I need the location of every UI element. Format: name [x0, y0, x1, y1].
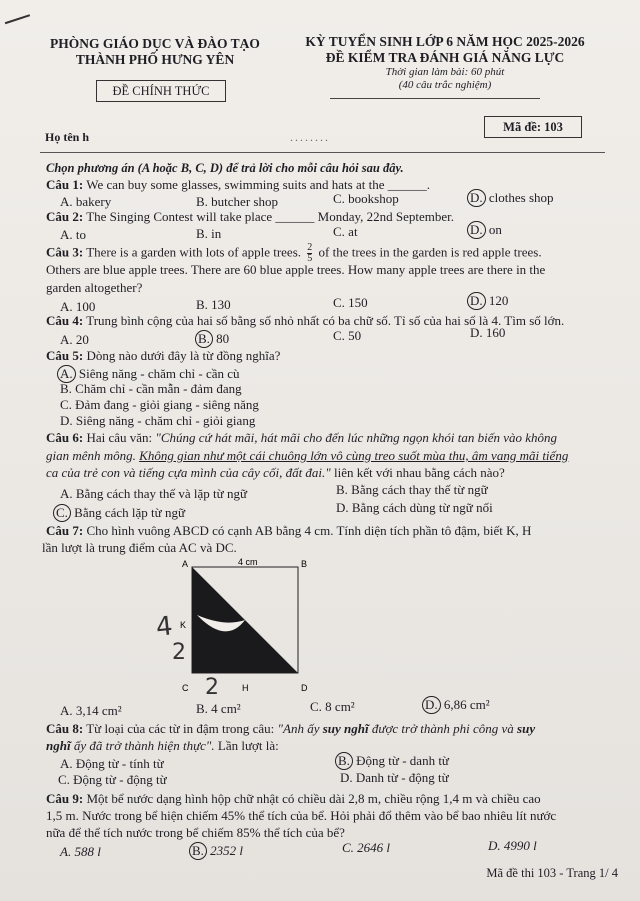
q9-option-b: B. 2352 l: [192, 842, 243, 860]
square-figure: [170, 555, 320, 697]
q6-option-b: B. Bằng cách thay thế từ ngữ: [336, 482, 488, 497]
label-d: D: [301, 683, 308, 693]
q8-option-a: A. Động từ - tính từ: [60, 756, 164, 771]
question-number: Câu 9:: [46, 791, 84, 806]
question-8: Câu 8: Từ loại của các từ in đậm trong câu: "Anh ấy suy nghĩ được trở thành phi công và suy: [46, 721, 536, 736]
exam-time: Thời gian làm bài: 60 phút: [385, 66, 505, 78]
exam-header: [280, 34, 610, 92]
question-3-line-2: Others are blue apple trees. There are 60 blue apple trees. How many apple trees are there in the: [46, 262, 546, 277]
question-8-line-2: nghĩ ấy đã trở thành hiện thực". Lần lượt là:: [46, 738, 279, 753]
question-number: Câu 4:: [46, 313, 84, 328]
question-9-line-2: 1,5 m. Nước trong bể hiện chiếm 45% thể tích của bể. Hỏi phải đổ thêm vào bể bao nhiêu lít nước: [46, 808, 557, 823]
q7-option-d: D. 6,86 cm²: [425, 696, 490, 714]
question-number: Câu 2:: [46, 209, 84, 224]
handwritten-2: 2: [172, 640, 186, 665]
question-number: Câu 3:: [46, 244, 84, 260]
q9-option-c: C. 2646 l: [342, 840, 391, 855]
q3-option-d: D. 120: [470, 292, 508, 310]
circled-answer: C.: [53, 504, 71, 522]
department-header: [40, 36, 270, 68]
label-a: A: [182, 559, 189, 569]
question-3: Câu 3: There is a garden with lots of apple trees. $\frac{2}{5}$ of the trees in the garden is red apple trees.: [46, 242, 542, 264]
handwritten-4: 4: [154, 611, 175, 643]
question-number: Câu 6:: [46, 430, 84, 445]
q9-option-d: D. 4990 l: [488, 838, 537, 853]
q4-option-b: B. 80: [198, 330, 229, 348]
q1-option-b: B. butcher shop: [196, 194, 278, 209]
q7-option-b: B. 4 cm²: [196, 701, 241, 716]
question-text: The Singing Contest will take place ______ Monday, 22nd September.: [86, 209, 455, 224]
q1-option-d: D. clothes shop: [470, 189, 554, 207]
official-exam-label: ĐỀ CHÍNH THỨC: [96, 80, 226, 102]
question-text: Dòng nào dưới đây là từ đồng nghĩa?: [86, 348, 281, 363]
header-divider: [40, 152, 605, 153]
exam-code-box: Mã đề: 103: [484, 116, 582, 138]
q7-option-c: C. 8 cm²: [310, 699, 355, 714]
question-9: [46, 791, 541, 807]
circled-answer: D.: [467, 292, 486, 310]
q8-option-d: D. Danh từ - động từ: [340, 770, 449, 785]
question-3-line-3: garden altogether?: [46, 280, 143, 295]
label-k: K: [180, 620, 187, 630]
circled-answer: D.: [467, 221, 486, 239]
question-7: [46, 523, 531, 539]
circled-answer: B.: [195, 330, 213, 348]
q8-option-c: C. Động từ - động từ: [58, 772, 167, 787]
page-footer: Mã đề thi 103 - Trang 1/ 4: [486, 866, 618, 880]
question-9-line-3: nữa để thể tích nước trong bể chiếm 85% thể tích của bể?: [46, 825, 345, 840]
q3-option-a: A. 100: [60, 299, 96, 314]
exam-subtitle: ĐỀ KIỂM TRA ĐÁNH GIÁ NĂNG LỰC: [325, 50, 565, 65]
question-6-line-2: gian mênh mông. Không gian như một cái chuông lớn vô cùng treo suốt mùa thu, âm vang mãi tiếng: [46, 448, 569, 463]
question-text: We can buy some glasses, swimming suits and hats at the ______.: [86, 177, 430, 192]
q1-option-c: C. bookshop: [333, 191, 399, 206]
question-5: [46, 348, 280, 364]
name-dots: ........: [290, 130, 330, 144]
q4-option-a: A. 20: [60, 332, 89, 347]
q4-option-d: D. 160: [470, 325, 506, 340]
city-name: THÀNH PHỐ HƯNG YÊN: [75, 52, 235, 67]
side-length-label: 4 cm: [238, 557, 258, 567]
q5-option-a: A. Siêng năng - chăm chỉ - cần cù: [60, 365, 240, 383]
question-number: Câu 5:: [46, 348, 84, 363]
header-rule: [330, 98, 540, 99]
q6-option-a: A. Bằng cách thay thế và lặp từ ngữ: [60, 486, 248, 501]
question-text: Cho hình vuông ABCD có cạnh AB bằng 4 cm. Tính diện tích phần tô đậm, biết K, H: [86, 523, 532, 538]
q3-option-b: B. 130: [196, 297, 231, 312]
exam-title: KỲ TUYỂN SINH LỚP 6 NĂM HỌC 2025-2026: [305, 34, 585, 49]
label-h: H: [242, 683, 249, 693]
circled-answer: B.: [189, 842, 207, 860]
exam-question-count: (40 câu trắc nghiệm): [398, 79, 492, 91]
q2-option-a: A. to: [60, 227, 86, 242]
circled-answer: D.: [422, 696, 441, 714]
q2-option-c: C. at: [333, 224, 358, 239]
pen-mark: [5, 14, 33, 33]
fraction: $\frac{2}{5}$: [307, 242, 313, 264]
question-text: Một bể nước dạng hình hộp chữ nhật có chiều dài 2,8 m, chiều rộng 1,4 m và chiều cao: [86, 791, 541, 806]
q5-option-d: D. Siêng năng - chăm chỉ - giỏi giang: [60, 413, 256, 428]
circled-answer: A.: [57, 365, 76, 383]
circled-answer: D.: [467, 189, 486, 207]
q4-option-c: C. 50: [333, 328, 362, 343]
q7-option-a: A. 3,14 cm²: [60, 703, 122, 718]
question-number: Câu 1:: [46, 177, 84, 192]
question-number: Câu 8:: [46, 721, 84, 736]
handwritten-2-bottom: 2: [205, 675, 219, 700]
instruction: Chọn phương án (A hoặc B, C, D) để trả lời cho mỗi câu hỏi sau đây.: [46, 161, 404, 175]
department-name: PHÒNG GIÁO DỤC VÀ ĐÀO TẠO: [50, 36, 260, 51]
q9-option-a: A. 588 l: [60, 844, 101, 859]
question-text: Trung bình cộng của hai số bằng số nhỏ nhất có ba chữ số. Tỉ số của hai số là 4. Tìm số lớn.: [86, 313, 565, 328]
question-7-line-2: lần lượt là trung điểm của AC và DC.: [42, 540, 237, 555]
q6-option-d: D. Bằng cách dùng từ ngữ nối: [336, 500, 493, 515]
q2-option-d: D. on: [470, 221, 502, 239]
q5-option-b: B. Chăm chỉ - cần mẫn - đảm đang: [60, 381, 242, 396]
circled-answer: B.: [335, 752, 353, 770]
q8-option-b: B. Động từ - danh từ: [338, 752, 449, 770]
label-c: C: [182, 683, 189, 693]
q1-option-a: A. bakery: [60, 194, 112, 209]
q3-option-c: C. 150: [333, 295, 368, 310]
q5-option-c: C. Đảm đang - giỏi giang - siêng năng: [60, 397, 259, 412]
label-b: B: [301, 559, 308, 569]
q2-option-b: B. in: [196, 226, 222, 241]
question-6: Câu 6: Hai câu văn: "Chúng cứ hát mãi, hát mãi cho đến lúc những ngọn khói tan biến vào không: [46, 430, 558, 445]
question-2: [46, 209, 454, 225]
question-number: Câu 7:: [46, 523, 84, 538]
question-6-line-3: ca của trẻ con và tiếng cựa mình của cây cối, đất đai." liên kết với nhau bằng cách nào?: [46, 465, 505, 480]
name-label: Họ tên h: [45, 130, 90, 144]
q6-option-c: C. Bằng cách lặp từ ngữ: [56, 504, 185, 522]
